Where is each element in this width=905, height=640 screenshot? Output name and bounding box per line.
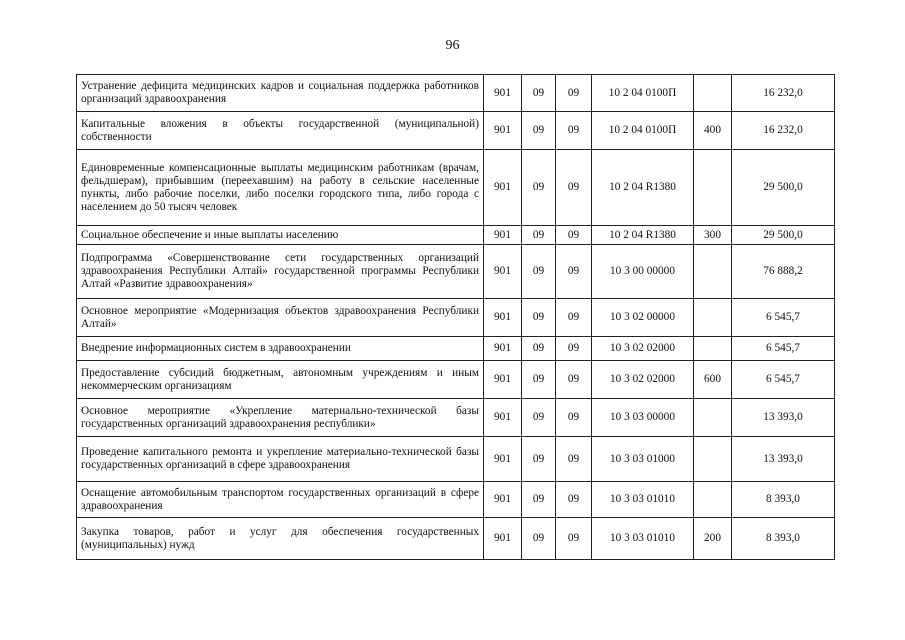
row-target-article: 10 3 03 01000 (592, 437, 694, 482)
table-row (77, 226, 835, 245)
row-description: Закупка товаров, работ и услуг для обеспечения государственных (муниципальных) нужд (77, 518, 484, 560)
row-description: Основное мероприятие «Модернизация объектов здравоохранения Республики Алтай» (77, 299, 484, 337)
row-amount: 76 888,2 (732, 245, 835, 299)
row-grbs: 901 (484, 399, 522, 437)
row-description: Социальное обеспечение и иные выплаты населению (77, 226, 484, 245)
row-section: 09 (522, 361, 556, 399)
table-row (77, 245, 835, 299)
row-amount: 8 393,0 (732, 482, 835, 518)
row-description: Оснащение автомобильным транспортом государственных организаций в сфере здравоохранения (77, 482, 484, 518)
row-section: 09 (522, 75, 556, 112)
row-grbs: 901 (484, 518, 522, 560)
row-expense-type: 600 (694, 361, 732, 399)
row-subsection: 09 (556, 75, 592, 112)
row-amount: 6 545,7 (732, 361, 835, 399)
row-grbs: 901 (484, 112, 522, 150)
row-amount: 13 393,0 (732, 437, 835, 482)
row-expense-type (694, 437, 732, 482)
table-row (77, 482, 835, 518)
row-section: 09 (522, 112, 556, 150)
table-row (77, 437, 835, 482)
row-section: 09 (522, 150, 556, 226)
row-target-article: 10 2 04 R1380 (592, 150, 694, 226)
row-section: 09 (522, 299, 556, 337)
row-section: 09 (522, 437, 556, 482)
row-grbs: 901 (484, 150, 522, 226)
row-expense-type (694, 399, 732, 437)
row-grbs: 901 (484, 437, 522, 482)
table-row (77, 299, 835, 337)
row-target-article: 10 2 04 0100П (592, 75, 694, 112)
row-grbs: 901 (484, 75, 522, 112)
row-amount: 13 393,0 (732, 399, 835, 437)
row-description: Капитальные вложения в объекты государственной (муниципальной) собственности (77, 112, 484, 150)
row-description: Проведение капитального ремонта и укрепление материально-технической базы государственных организаций в сфере здравоохранения (77, 437, 484, 482)
row-subsection: 09 (556, 150, 592, 226)
row-subsection: 09 (556, 112, 592, 150)
row-grbs: 901 (484, 482, 522, 518)
row-target-article: 10 2 04 R1380 (592, 226, 694, 245)
row-grbs: 901 (484, 361, 522, 399)
row-target-article: 10 3 02 02000 (592, 361, 694, 399)
row-grbs: 901 (484, 245, 522, 299)
table-row (77, 75, 835, 112)
budget-table (76, 74, 835, 560)
row-grbs: 901 (484, 337, 522, 361)
row-subsection: 09 (556, 437, 592, 482)
row-grbs: 901 (484, 299, 522, 337)
row-section: 09 (522, 518, 556, 560)
row-description: Устранение дефицита медицинских кадров и социальная поддержка работников организаций здравоохранения (77, 75, 484, 112)
row-description: Основное мероприятие «Укрепление материально-технической базы государственных организаций здравоохранения республики» (77, 399, 484, 437)
row-target-article: 10 3 03 01010 (592, 518, 694, 560)
row-amount: 6 545,7 (732, 299, 835, 337)
row-section: 09 (522, 399, 556, 437)
row-expense-type (694, 482, 732, 518)
row-target-article: 10 3 00 00000 (592, 245, 694, 299)
row-description: Предоставление субсидий бюджетным, автономным учреждениям и иным некоммерческим организациям (77, 361, 484, 399)
row-target-article: 10 3 03 01010 (592, 482, 694, 518)
row-subsection: 09 (556, 399, 592, 437)
row-expense-type (694, 150, 732, 226)
row-subsection: 09 (556, 361, 592, 399)
row-subsection: 09 (556, 482, 592, 518)
row-amount: 6 545,7 (732, 337, 835, 361)
row-amount: 29 500,0 (732, 226, 835, 245)
row-expense-type (694, 337, 732, 361)
page-number: 96 (445, 38, 460, 53)
row-subsection: 09 (556, 245, 592, 299)
row-description: Внедрение информационных систем в здравоохранении (77, 337, 484, 361)
row-amount: 16 232,0 (732, 75, 835, 112)
row-amount: 16 232,0 (732, 112, 835, 150)
table-row (77, 337, 835, 361)
table-row (77, 150, 835, 226)
row-section: 09 (522, 226, 556, 245)
row-subsection: 09 (556, 337, 592, 361)
row-expense-type (694, 245, 732, 299)
row-expense-type: 400 (694, 112, 732, 150)
row-section: 09 (522, 482, 556, 518)
row-target-article: 10 3 02 02000 (592, 337, 694, 361)
row-grbs: 901 (484, 226, 522, 245)
row-target-article: 10 3 03 00000 (592, 399, 694, 437)
row-target-article: 10 3 02 00000 (592, 299, 694, 337)
row-expense-type (694, 75, 732, 112)
row-amount: 29 500,0 (732, 150, 835, 226)
row-subsection: 09 (556, 299, 592, 337)
table-row (77, 399, 835, 437)
row-expense-type (694, 299, 732, 337)
row-subsection: 09 (556, 518, 592, 560)
table-row (77, 361, 835, 399)
row-target-article: 10 2 04 0100П (592, 112, 694, 150)
row-section: 09 (522, 337, 556, 361)
row-expense-type: 200 (694, 518, 732, 560)
table-row (77, 518, 835, 560)
row-description: Подпрограмма «Совершенствование сети государственных организаций здравоохранения Республики Алтай» государственной программы Республики Алтай «Развитие здравоохранения» (77, 245, 484, 299)
row-expense-type: 300 (694, 226, 732, 245)
row-description: Единовременные компенсационные выплаты медицинским работникам (врачам, фельдшерам), прибывшим (переехавшим) на работу в сельские населенные пункты, либо рабочие поселки, либо поселки городского типа, либо города с населением до 50 тысяч человек (77, 150, 484, 226)
row-amount: 8 393,0 (732, 518, 835, 560)
row-section: 09 (522, 245, 556, 299)
table-row (77, 112, 835, 150)
row-subsection: 09 (556, 226, 592, 245)
